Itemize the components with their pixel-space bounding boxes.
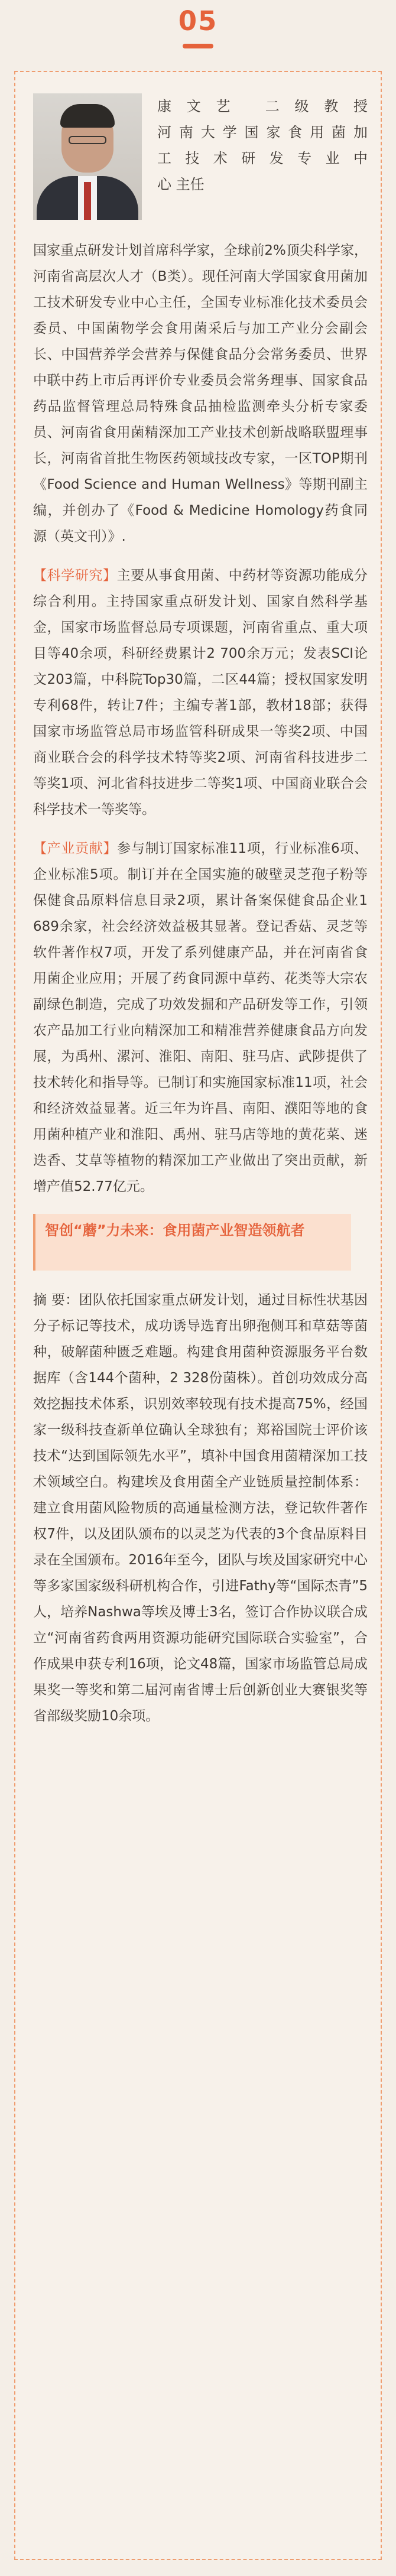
industry-tag: 【产业贡献】	[33, 841, 118, 856]
portrait-photo	[33, 93, 142, 220]
portrait-hair	[60, 104, 115, 128]
section-number: 05	[178, 5, 218, 37]
highlight-banner: 智创“蘑”力未来：食用菌产业智造领航者	[33, 1214, 351, 1271]
abstract-tag: 摘 要：	[33, 1292, 79, 1308]
research-text: 主要从事食用菌、中药材等资源功能成分综合利用。主持国家重点研发计划、国家自然科学基金，国家市场监督总局专项课题，河南省重点、重大项目等40余项，科研经费累计2 700余万元；发表SCI论文203篇，中科院Top30篇，二区44篇；授权国家发明专利68件，转让7件；主编专著1部，教材18部；获得国家市场监管总局市场监管科研成果一等奖2项、中国商业联合会的科学技术特等奖2项、河南省科技进步二等奖1项、河北省科技进步二等奖1项、中国商业联合会科学技术一等奖等。	[33, 568, 368, 817]
industry-text: 参与制订国家标准11项，行业标准6项、企业标准5项。制订并在全国实施的破壁灵芝孢子粉等保健食品原料信息目录2项，累计备案保健食品企业1 689余家，社会经济效益极其显著。登记香菇、灵芝等软件著作权7项，开发了系列健康产品，并在河南省食用菌企业应用；开展了药食同源中草药、花类等大宗农副绿色制造，完成了功效发掘和产品研发等工作，引领农产品加工行业向精深加工和精准营养健康食品方向发展，为禹州、漯河、淮阳、南阳、驻马店、武陟提供了技术转化和指导等。已制订和实施国家标准11项，社会和经济效益显著。近三年为许昌、南阳、濮阳等地的食用菌种植产业和淮阳、禹州、驻马店等地的黄花菜、迷迭香、艾草等植物的精深加工产业做出了突出贡献，新增产值52.77亿元。	[33, 841, 368, 1194]
industry-paragraph	[33, 836, 368, 1200]
bio-affiliation-line-1: 河南大学国家食用菌加	[157, 124, 368, 141]
research-paragraph	[33, 563, 368, 823]
research-tag: 【科学研究】	[33, 568, 117, 583]
portrait-tie	[84, 182, 91, 220]
intro-paragraph: 国家重点研发计划首席科学家，全球前2%顶尖科学家，河南省高层次人才（B类）。现任河南大学国家食用菌加工技术研发专业中心主任，全国专业标准化技术委员会委员、中国菌物学会食用菌采后与加工产业分会副会长、中国营养学会营养与保健食品分会常务委员、世界中联中药上市后再评价专业委员会常务理事、国家食品药品监督管理总局特殊食品抽检监测牵头分析专家委员、河南省食用菌精深加工产业技术创新战略联盟理事长，河南省首批生物医药领域技改专家，一区TOP期刊《Food Science and Human Wellness》等期刊副主编，并创办了《Food & Medicine Homology药食同源（英文刊）》.	[33, 243, 368, 544]
profile-header	[33, 93, 368, 238]
abstract-text: 团队依托国家重点研发计划，通过目标性状基因分子标记等技术，成功诱导选育出卵孢侧耳和草菇等菌种，破解菌种匮乏难题。构建食用菌种资源服务平台数据库（含144个菌种，2 328份菌株）。首创功效成分高效挖掘技术体系，识别效率较现有技术提高75%，经国家一级科技查新单位确认全球独有；郑裕国院士评价该技术“达到国际领先水平”，填补中国食用菌精深加工技术领域空白。构建埃及食用菌全产业链质量控制体系：建立食用菌风险物质的高通量检测方法，登记软件著作权7件，以及团队颁布的以灵芝为代表的3个食品原料目录在全国颁布。2016年至今，团队与埃及国家研究中心等多家国家级科研机构合作，引进Fathy等“国际杰青”5人，培养Nashwa等埃及博士3名，签订合作协议联合成立“河南省药食两用资源功能研究国际联合实验室”，合作成果申获专利16项，论文48篇，国家市场监管总局成果奖一等奖和第二届河南省博士后创新创业大赛银奖等省部级奖励10余项。	[33, 1292, 368, 1724]
section-number-underline	[183, 44, 213, 48]
section-number-badge	[174, 0, 222, 48]
bio-affiliation-line-2: 工技术研发专业中	[157, 150, 368, 167]
portrait-glasses	[69, 136, 106, 144]
bio-position: 心 主任	[157, 176, 205, 193]
profile-card	[14, 71, 382, 2560]
abstract-paragraph	[33, 1287, 368, 1729]
profile-bio	[157, 93, 368, 197]
bio-name-title: 康文艺 二级教授	[157, 98, 368, 115]
